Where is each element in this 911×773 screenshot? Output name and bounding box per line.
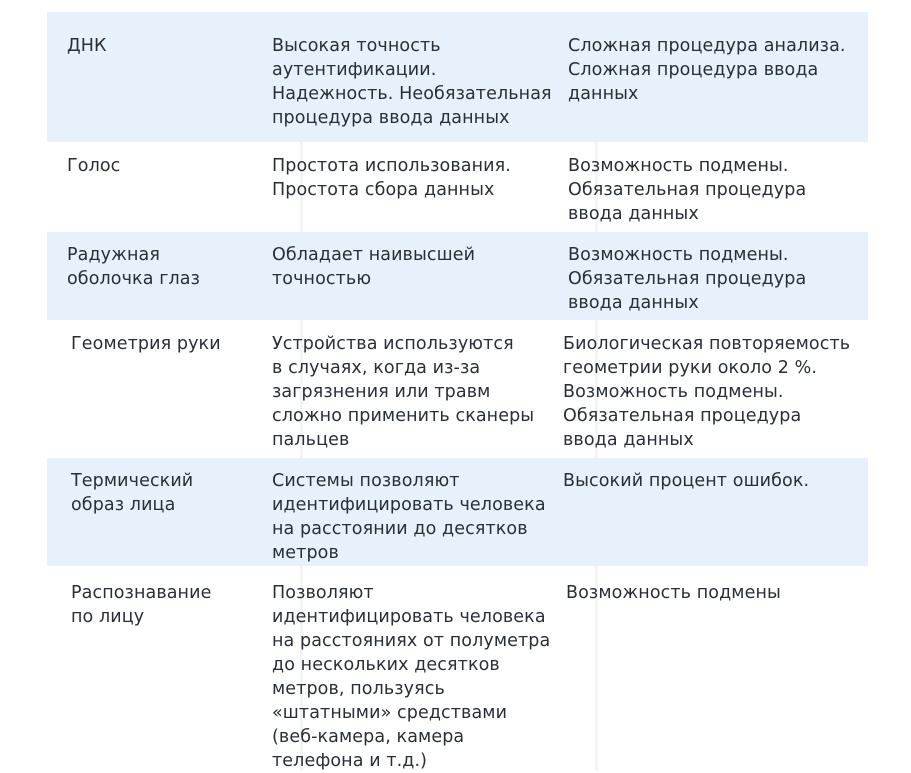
advantages-cell: Обладает наивысшей точностью (272, 245, 476, 289)
disadvantages-cell: Возможность подмены (566, 583, 781, 603)
table-row (47, 320, 868, 458)
method-cell: ДНК (67, 36, 107, 56)
disadvantages-cell: Сложная процедура анализа. Сложная процедура ввода данных (568, 36, 846, 104)
table-row (47, 232, 868, 320)
method-cell: Радужная оболочка глаз (67, 245, 201, 289)
advantages-cell: Устройства используются в случаях, когда из-за загрязнения или травм сложно применить сканеры пальцев (272, 334, 535, 450)
method-cell: Геометрия руки (71, 334, 221, 354)
table-row (47, 142, 868, 232)
table-row (47, 566, 868, 771)
advantages-cell: Позволяют идентифицировать человека на расстояниях от полуметра до нескольких десятков метров, пользуясь «штатными» средствами (веб-камера, камера телефона и т.д.) (272, 583, 551, 771)
disadvantages-cell: Высокий процент ошибок. (563, 471, 810, 491)
advantages-cell: Простота использования. Простота сбора данных (272, 156, 511, 200)
table-row (47, 458, 868, 566)
disadvantages-cell: Биологическая повторяемость геометрии руки около 2 %. Возможность подмены. Обязательная процедура ввода данных (563, 334, 851, 450)
disadvantages-cell: Возможность подмены. Обязательная процедура ввода данных (568, 156, 807, 224)
table-row (47, 12, 868, 142)
disadvantages-cell: Возможность подмены. Обязательная процедура ввода данных (568, 245, 807, 313)
comparison-table (47, 12, 868, 771)
advantages-cell: Высокая точность аутентификации. Надежность. Необязательная процедура ввода данных (272, 36, 552, 128)
method-cell: Голос (67, 156, 121, 176)
method-cell: Термический образ лица (71, 471, 194, 515)
method-cell: Распознавание по лицу (71, 583, 212, 627)
advantages-cell: Системы позволяют идентифицировать человека на расстоянии до десятков метров (272, 471, 546, 563)
